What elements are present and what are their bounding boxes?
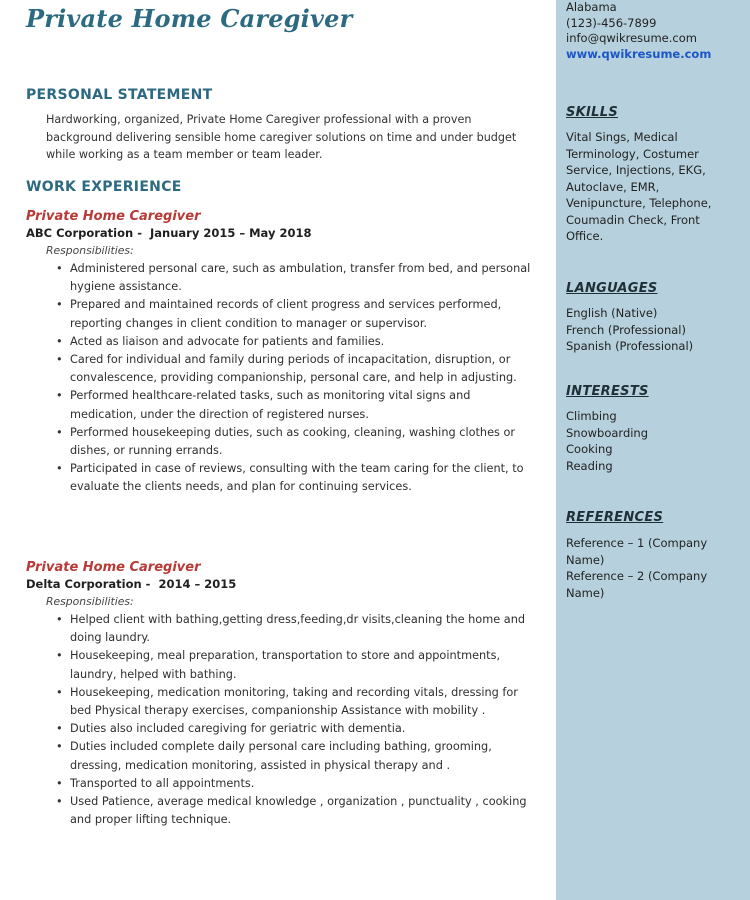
contact-block — [566, 0, 711, 62]
list-item: • Participated in case of reviews, consulting with the team caring for the client, to evaluate the clients needs, and plan for continuing services. — [70, 460, 536, 496]
contact-phone: (123)-456-7899 — [566, 15, 657, 30]
contact-city: Alabama — [566, 0, 617, 14]
list-item: Climbing — [566, 409, 617, 423]
personal-statement-heading: PERSONAL STATEMENT — [26, 87, 213, 103]
resume-title: Private Home Caregiver — [26, 4, 353, 33]
list-item: Snowboarding — [566, 425, 649, 440]
job-title: Private Home Caregiver — [26, 209, 201, 224]
contact-email[interactable]: info@qwikresume.com — [566, 31, 697, 45]
job-company-line — [26, 576, 536, 593]
list-item: • Housekeeping, medication monitoring, taking and recording vitals, dressing for bed Physical therapy exercises, companionship Assistance with mobility . — [70, 684, 536, 720]
work-experience-heading: WORK EXPERIENCE — [26, 179, 182, 195]
personal-statement-text: Hardworking, organized, Private Home Caregiver professional with a proven background delivering sensible home caregiver solutions on time and under budget while working as a team member or team leader. — [46, 113, 517, 161]
references-list — [566, 535, 731, 601]
list-item: • Transported to all appointments. — [70, 775, 536, 793]
job-company: ABC Corporation - — [26, 226, 142, 240]
list-item: Reference – 1 (Company Name) — [566, 536, 708, 567]
interests-list — [566, 408, 736, 474]
interests-heading: INTERESTS — [566, 384, 649, 399]
list-item: Reference – 2 (Company Name) — [566, 569, 708, 600]
languages-heading: LANGUAGES — [566, 281, 658, 296]
list-item: Cooking — [566, 442, 613, 456]
job-title: Private Home Caregiver — [26, 560, 201, 575]
job-company-line — [26, 225, 536, 242]
list-item: • Housekeeping, meal preparation, transportation to store and appointments, laundry, helped with bathing. — [70, 647, 536, 683]
list-item: • Acted as liaison and advocate for patients and families. — [70, 333, 536, 351]
job-dates: January 2015 – May 2018 — [150, 226, 312, 240]
list-item: English (Native) — [566, 306, 658, 320]
responsibilities-label: Responsibilities: — [46, 244, 134, 257]
languages-list — [566, 305, 736, 355]
skills-text: Vital Sings, Medical Terminology, Costumer Service, Injections, EKG, Autoclave, EMR, Venipuncture, Telephone, Coumadin Check, Front Office. — [566, 130, 712, 243]
list-item: • Performed healthcare-related tasks, such as monitoring vital signs and medication, under the direction of registered nurses. — [70, 387, 536, 423]
skills-heading: SKILLS — [566, 105, 619, 120]
responsibilities-label: Responsibilities: — [46, 595, 134, 608]
list-item: • Used Patience, average medical knowledge , organization , punctuality , cooking and proper lifting technique. — [70, 793, 536, 829]
list-item: • Administered personal care, such as ambulation, transfer from bed, and personal hygiene assistance. — [70, 260, 536, 296]
list-item: Spanish (Professional) — [566, 339, 694, 353]
responsibility-list — [26, 611, 536, 829]
list-item: Reading — [566, 458, 613, 473]
list-item: • Duties included complete daily personal care including bathing, grooming, dressing, medication monitoring, assisted in physical therapy and . — [70, 738, 536, 774]
job-entry — [26, 209, 536, 497]
list-item: French (Professional) — [566, 322, 686, 337]
job-entry — [26, 560, 536, 829]
responsibility-list — [26, 260, 536, 497]
contact-website[interactable]: www.qwikresume.com — [566, 46, 712, 61]
list-item: • Duties also included caregiving for geriatric with dementia. — [70, 720, 536, 738]
references-heading: REFERENCES — [566, 510, 664, 525]
list-item: • Helped client with bathing,getting dress,feeding,dr visits,cleaning the home and doing laundry. — [70, 611, 536, 647]
job-company: Delta Corporation - — [26, 577, 151, 591]
job-dates: 2014 – 2015 — [158, 577, 237, 591]
list-item: • Performed housekeeping duties, such as cooking, cleaning, washing clothes or dishes, or running errands. — [70, 424, 536, 460]
list-item: • Cared for individual and family during periods of incapacitation, disruption, or convalescence, providing companionship, personal care, and help in adjusting. — [70, 351, 536, 387]
list-item: • Prepared and maintained records of client progress and services performed, reporting changes in client condition to manager or supervisor. — [70, 296, 536, 332]
